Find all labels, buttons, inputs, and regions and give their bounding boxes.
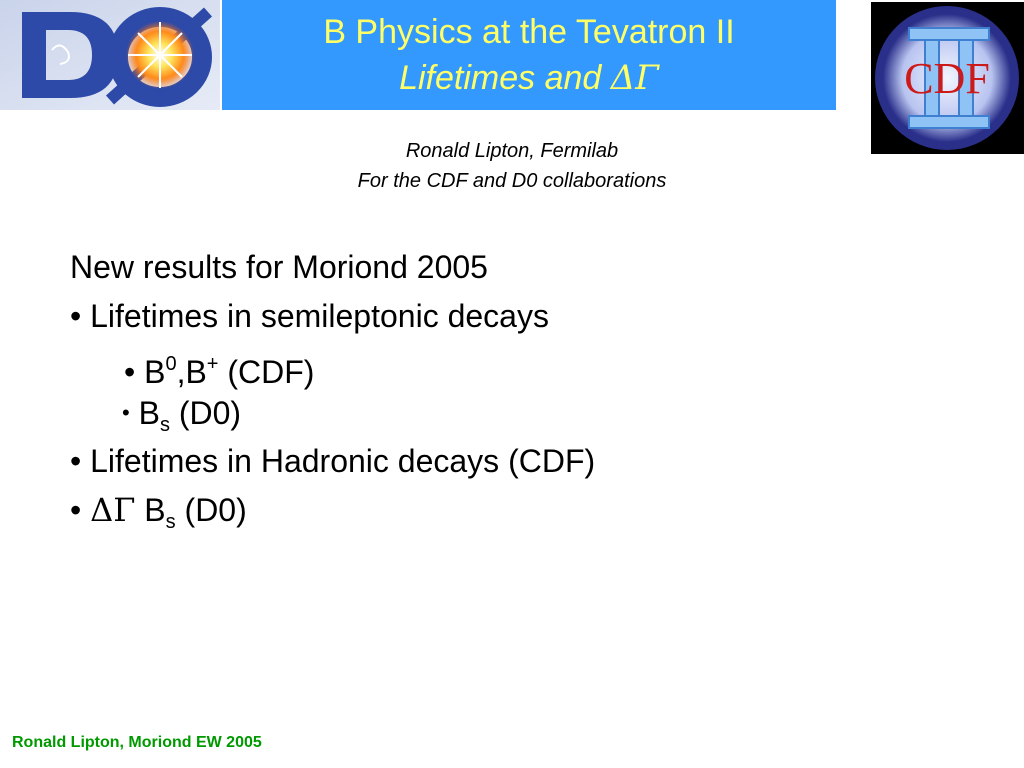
author-block [300,136,724,196]
bullet-delta-gamma: • ΔΓ $B_s$ (D0) [70,491,247,533]
bullet-semileptonic: • Lifetimes in semileptonic decays [70,298,549,334]
body-heading: New results for Moriond 2005 [70,249,488,285]
author-line: Ronald Lipton, Fermilab [405,140,619,162]
slide-title: B Physics at the Tevatron II [323,13,735,51]
title-banner [222,0,836,110]
bullet-icon: • [70,298,82,334]
d0-logo [0,0,220,110]
bullet-icon: • [70,492,82,528]
bullet-icon: • [70,443,82,479]
sub-bullet-bs: • $B_s$ (D0) [122,395,242,436]
slide-footer: Ronald Lipton, Moriond EW 2005 [12,734,262,751]
bullet-icon: • [124,354,136,390]
cdf-logo [871,2,1024,154]
collaboration-line: For the CDF and D0 collaborations [357,170,667,192]
bullet-hadronic: • Lifetimes in Hadronic decays (CDF) [70,443,596,479]
delta-gamma-symbol: ΔΓ [90,491,136,529]
slide-subtitle [222,58,836,98]
delta-gamma-symbol: ΔΓ [610,58,659,98]
sub-bullet-b0-bplus: • $B^0,B^+$ (CDF) [124,353,315,390]
cdf-logo-text: CDF [904,54,990,103]
subtitle-text: Lifetimes and [399,59,611,97]
bullet-icon: • [122,400,130,425]
